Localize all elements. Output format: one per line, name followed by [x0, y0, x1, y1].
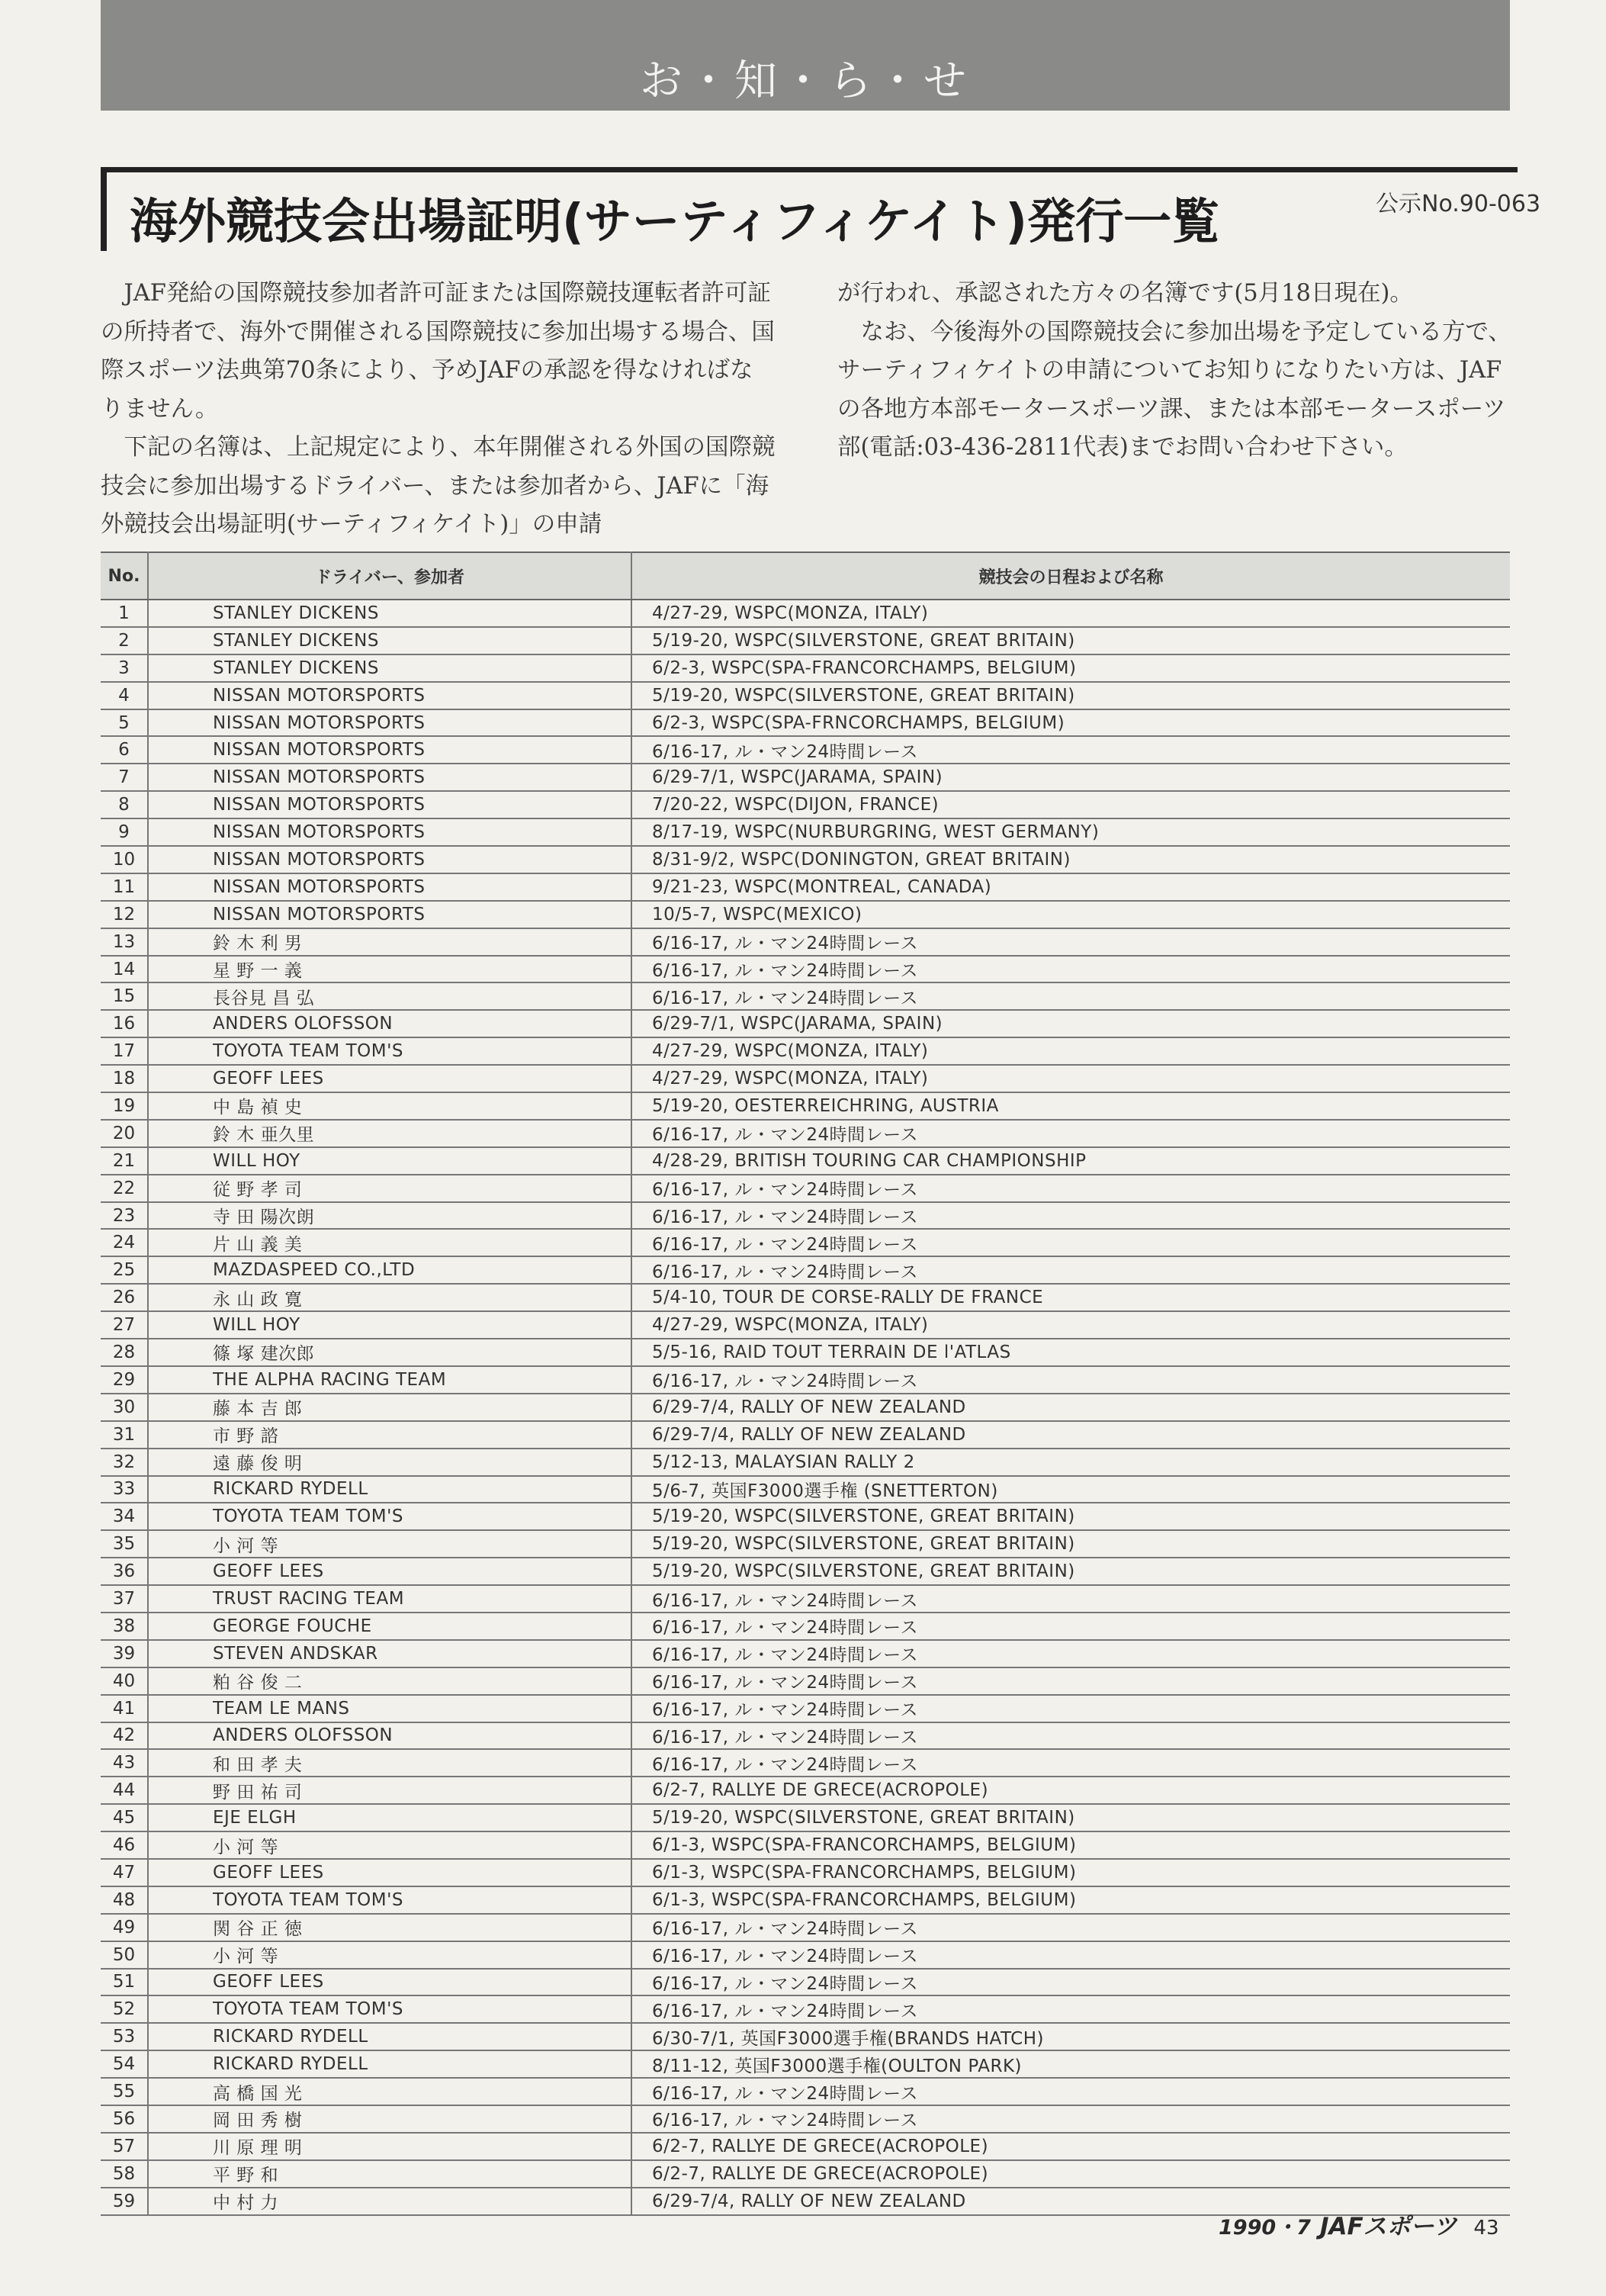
- table-row: [101, 1558, 1510, 1585]
- cell-driver: 星 野 一 義: [148, 956, 631, 983]
- cell-event: 6/16-17, ル・マン24時間レース: [631, 1175, 1510, 1202]
- cell-driver: RICKARD RYDELL: [148, 2050, 631, 2078]
- table-row: [101, 654, 1510, 682]
- cell-event: 5/4-10, TOUR DE CORSE-RALLY DE FRANCE: [631, 1284, 1510, 1311]
- cell-no: 5: [101, 709, 148, 737]
- cell-driver: WILL HOY: [148, 1311, 631, 1339]
- cell-driver: 従 野 孝 司: [148, 1175, 631, 1202]
- table-row: [101, 1147, 1510, 1175]
- table-body: [101, 600, 1510, 2215]
- cell-event: 9/21-23, WSPC(MONTREAL, CANADA): [631, 873, 1510, 901]
- cell-no: 33: [101, 1476, 148, 1503]
- cell-no: 35: [101, 1530, 148, 1558]
- cell-no: 4: [101, 682, 148, 709]
- table-row: [101, 928, 1510, 956]
- cell-driver: 中 島 禎 史: [148, 1092, 631, 1120]
- cell-driver: 篠 塚 建次郎: [148, 1339, 631, 1366]
- cell-event: 6/29-7/4, RALLY OF NEW ZEALAND: [631, 1421, 1510, 1449]
- cell-event: 6/1-3, WSPC(SPA-FRANCORCHAMPS, BELGIUM): [631, 1831, 1510, 1859]
- cell-event: 4/27-29, WSPC(MONZA, ITALY): [631, 1311, 1510, 1339]
- cell-event: 6/16-17, ル・マン24時間レース: [631, 1667, 1510, 1695]
- table-row: [101, 627, 1510, 654]
- cell-no: 20: [101, 1120, 148, 1147]
- cell-no: 44: [101, 1777, 148, 1804]
- table-row: [101, 1749, 1510, 1777]
- table-row: [101, 1229, 1510, 1256]
- cell-no: 25: [101, 1256, 148, 1284]
- cell-no: 28: [101, 1339, 148, 1366]
- cell-event: 6/16-17, ル・マン24時間レース: [631, 1722, 1510, 1750]
- page-number: 43: [1473, 2217, 1499, 2240]
- cell-driver: STEVEN ANDSKAR: [148, 1640, 631, 1667]
- cell-no: 36: [101, 1558, 148, 1585]
- cell-event: 6/16-17, ル・マン24時間レース: [631, 928, 1510, 956]
- cell-no: 2: [101, 627, 148, 654]
- table-row: [101, 1311, 1510, 1339]
- cell-driver: 寺 田 陽次朗: [148, 1202, 631, 1230]
- table-row: [101, 1120, 1510, 1147]
- title-rule-left: [101, 167, 107, 251]
- cell-no: 41: [101, 1695, 148, 1722]
- cell-no: 10: [101, 846, 148, 873]
- cell-event: 5/19-20, WSPC(SILVERSTONE, GREAT BRITAIN): [631, 1530, 1510, 1558]
- cell-driver: 高 橋 国 光: [148, 2078, 631, 2105]
- table-row: [101, 1092, 1510, 1120]
- table-row: [101, 1722, 1510, 1750]
- cell-no: 49: [101, 1914, 148, 1941]
- cell-no: 56: [101, 2105, 148, 2133]
- cell-driver: 川 原 理 明: [148, 2133, 631, 2160]
- table-row: [101, 1941, 1510, 1969]
- table-row: [101, 873, 1510, 901]
- cell-driver: 関 谷 正 徳: [148, 1914, 631, 1941]
- cell-no: 22: [101, 1175, 148, 1202]
- cell-event: 6/29-7/4, RALLY OF NEW ZEALAND: [631, 1394, 1510, 1421]
- cell-driver: 藤 本 吉 郎: [148, 1394, 631, 1421]
- page-title: 海外競技会出場証明(サーティフィケイト)発行一覧: [130, 194, 1220, 249]
- table-row: [101, 2160, 1510, 2188]
- cell-event: 6/16-17, ル・マン24時間レース: [631, 1256, 1510, 1284]
- cell-driver: NISSAN MOTORSPORTS: [148, 873, 631, 901]
- cell-no: 43: [101, 1749, 148, 1777]
- cell-driver: THE ALPHA RACING TEAM: [148, 1366, 631, 1394]
- notice-number: 公示No.90-063: [1376, 191, 1541, 217]
- cell-driver: 片 山 義 美: [148, 1229, 631, 1256]
- cell-driver: TOYOTA TEAM TOM'S: [148, 1037, 631, 1065]
- cell-event: 6/16-17, ル・マン24時間レース: [631, 1613, 1510, 1640]
- table-row: [101, 1421, 1510, 1449]
- cell-event: 5/19-20, WSPC(SILVERSTONE, GREAT BRITAIN): [631, 627, 1510, 654]
- cell-no: 45: [101, 1804, 148, 1831]
- cell-driver: 和 田 孝 夫: [148, 1749, 631, 1777]
- cell-event: 6/16-17, ル・マン24時間レース: [631, 1366, 1510, 1394]
- cell-event: 6/16-17, ル・マン24時間レース: [631, 2078, 1510, 2105]
- table-row: [101, 736, 1510, 764]
- cell-no: 54: [101, 2050, 148, 2078]
- cell-driver: 長谷見 昌 弘: [148, 982, 631, 1010]
- cell-no: 24: [101, 1229, 148, 1256]
- cell-no: 6: [101, 736, 148, 764]
- cell-event: 5/12-13, MALAYSIAN RALLY 2: [631, 1449, 1510, 1476]
- cell-driver: 小 河 等: [148, 1530, 631, 1558]
- table-row: [101, 2050, 1510, 2078]
- cell-event: 6/29-7/1, WSPC(JARAMA, SPAIN): [631, 1010, 1510, 1037]
- cell-event: 4/27-29, WSPC(MONZA, ITALY): [631, 1037, 1510, 1065]
- table-row: [101, 956, 1510, 983]
- table-row: [101, 1969, 1510, 1996]
- table-row: [101, 1449, 1510, 1476]
- cell-event: 6/16-17, ル・マン24時間レース: [631, 982, 1510, 1010]
- cell-event: 6/29-7/1, WSPC(JARAMA, SPAIN): [631, 764, 1510, 791]
- table-row: [101, 982, 1510, 1010]
- table-header-row: [101, 552, 1510, 600]
- cell-event: 6/16-17, ル・マン24時間レース: [631, 1695, 1510, 1722]
- cell-driver: GEORGE FOUCHE: [148, 1613, 631, 1640]
- cell-no: 23: [101, 1202, 148, 1230]
- cell-driver: TOYOTA TEAM TOM'S: [148, 1503, 631, 1530]
- table-row: [101, 1037, 1510, 1065]
- table-row: [101, 1640, 1510, 1667]
- table-row: [101, 1366, 1510, 1394]
- header-no: No.: [101, 552, 148, 600]
- cell-driver: NISSAN MOTORSPORTS: [148, 709, 631, 737]
- intro-paragraph: JAF発給の国際競技参加者許可証または国際競技運転者許可証の所持者で、海外で開催される国際競技に参加出場する場合、国際スポーツ法典第70条により、予めJAFの承認を得なければなりません。: [101, 280, 775, 423]
- cell-event: 6/16-17, ル・マン24時間レース: [631, 736, 1510, 764]
- table-row: [101, 1613, 1510, 1640]
- cell-driver: GEOFF LEES: [148, 1558, 631, 1585]
- cell-event: 4/28-29, BRITISH TOURING CAR CHAMPIONSHIP: [631, 1147, 1510, 1175]
- cell-event: 5/5-16, RAID TOUT TERRAIN DE l'ATLAS: [631, 1339, 1510, 1366]
- table-row: [101, 1914, 1510, 1941]
- cell-event: 8/17-19, WSPC(NURBURGRING, WEST GERMANY): [631, 818, 1510, 846]
- cell-no: 19: [101, 1092, 148, 1120]
- cell-driver: ANDERS OLOFSSON: [148, 1010, 631, 1037]
- cell-no: 21: [101, 1147, 148, 1175]
- table-row: [101, 1530, 1510, 1558]
- cell-driver: GEOFF LEES: [148, 1065, 631, 1092]
- table-row: [101, 818, 1510, 846]
- cell-no: 48: [101, 1886, 148, 1914]
- page-footer: [1219, 2207, 1499, 2241]
- cell-no: 1: [101, 600, 148, 627]
- cell-event: 6/2-7, RALLYE DE GRECE(ACROPOLE): [631, 2160, 1510, 2188]
- header-title: お・知・ら・せ: [640, 56, 971, 106]
- table-row: [101, 2105, 1510, 2133]
- table-row: [101, 1175, 1510, 1202]
- cell-event: 4/27-29, WSPC(MONZA, ITALY): [631, 600, 1510, 627]
- table-row: [101, 901, 1510, 928]
- cell-event: 6/1-3, WSPC(SPA-FRANCORCHAMPS, BELGIUM): [631, 1886, 1510, 1914]
- cell-event: 6/16-17, ル・マン24時間レース: [631, 1120, 1510, 1147]
- table-row: [101, 2133, 1510, 2160]
- cell-driver: NISSAN MOTORSPORTS: [148, 764, 631, 791]
- cell-event: 8/31-9/2, WSPC(DONINGTON, GREAT BRITAIN): [631, 846, 1510, 873]
- cell-no: 52: [101, 1995, 148, 2023]
- cell-no: 29: [101, 1366, 148, 1394]
- cell-driver: RICKARD RYDELL: [148, 2023, 631, 2050]
- cell-driver: MAZDASPEED CO.,LTD: [148, 1256, 631, 1284]
- cell-event: 5/19-20, WSPC(SILVERSTONE, GREAT BRITAIN): [631, 1558, 1510, 1585]
- cell-driver: NISSAN MOTORSPORTS: [148, 901, 631, 928]
- cell-no: 16: [101, 1010, 148, 1037]
- cell-driver: GEOFF LEES: [148, 1859, 631, 1886]
- cell-driver: RICKARD RYDELL: [148, 1476, 631, 1503]
- table-row: [101, 846, 1510, 873]
- cell-no: 26: [101, 1284, 148, 1311]
- cell-event: 6/16-17, ル・マン24時間レース: [631, 1969, 1510, 1996]
- cell-driver: NISSAN MOTORSPORTS: [148, 846, 631, 873]
- cell-event: 6/2-3, WSPC(SPA-FRNCORCHAMPS, BELGIUM): [631, 709, 1510, 737]
- header-event: 競技会の日程および名称: [631, 552, 1510, 600]
- table-row: [101, 1202, 1510, 1230]
- cell-no: 42: [101, 1722, 148, 1750]
- cell-event: 5/19-20, WSPC(SILVERSTONE, GREAT BRITAIN): [631, 1804, 1510, 1831]
- table-row: [101, 1010, 1510, 1037]
- table-row: [101, 682, 1510, 709]
- cell-event: 6/1-3, WSPC(SPA-FRANCORCHAMPS, BELGIUM): [631, 1859, 1510, 1886]
- cell-driver: 市 野 諮: [148, 1421, 631, 1449]
- cell-driver: TRUST RACING TEAM: [148, 1585, 631, 1613]
- cell-driver: NISSAN MOTORSPORTS: [148, 682, 631, 709]
- title-rule: [101, 167, 1518, 172]
- cell-driver: STANLEY DICKENS: [148, 600, 631, 627]
- table-row: [101, 1585, 1510, 1613]
- cell-no: 47: [101, 1859, 148, 1886]
- table-row: [101, 2078, 1510, 2105]
- cell-no: 11: [101, 873, 148, 901]
- cell-driver: ANDERS OLOFSSON: [148, 1722, 631, 1750]
- table-row: [101, 1695, 1510, 1722]
- cell-no: 12: [101, 901, 148, 928]
- cell-no: 53: [101, 2023, 148, 2050]
- cell-event: 6/16-17, ル・マン24時間レース: [631, 1914, 1510, 1941]
- cell-event: 6/16-17, ル・マン24時間レース: [631, 1202, 1510, 1230]
- cell-event: 6/29-7/4, RALLY OF NEW ZEALAND: [631, 2188, 1510, 2215]
- cell-driver: NISSAN MOTORSPORTS: [148, 791, 631, 818]
- table-row: [101, 1476, 1510, 1503]
- table-row: [101, 1394, 1510, 1421]
- table-row: [101, 600, 1510, 627]
- cell-driver: GEOFF LEES: [148, 1969, 631, 1996]
- table-row: [101, 1284, 1510, 1311]
- cell-no: 34: [101, 1503, 148, 1530]
- cell-driver: STANLEY DICKENS: [148, 627, 631, 654]
- cell-driver: 中 村 力: [148, 2188, 631, 2215]
- table-row: [101, 1777, 1510, 1804]
- cell-event: 7/20-22, WSPC(DIJON, FRANCE): [631, 791, 1510, 818]
- cell-no: 37: [101, 1585, 148, 1613]
- cell-no: 3: [101, 654, 148, 682]
- cell-event: 5/6-7, 英国F3000選手権 (SNETTERTON): [631, 1476, 1510, 1503]
- cell-event: 6/30-7/1, 英国F3000選手権(BRANDS HATCH): [631, 2023, 1510, 2050]
- cell-event: 6/2-7, RALLYE DE GRECE(ACROPOLE): [631, 1777, 1510, 1804]
- cell-event: 6/16-17, ル・マン24時間レース: [631, 1229, 1510, 1256]
- cell-no: 58: [101, 2160, 148, 2188]
- cell-no: 8: [101, 791, 148, 818]
- cell-driver: EJE ELGH: [148, 1804, 631, 1831]
- cell-no: 38: [101, 1613, 148, 1640]
- cell-no: 18: [101, 1065, 148, 1092]
- issue-date: 1990・7: [1219, 2216, 1311, 2240]
- table-row: [101, 1804, 1510, 1831]
- cell-driver: 粕 谷 俊 二: [148, 1667, 631, 1695]
- table-row: [101, 1859, 1510, 1886]
- intro-left-column: [101, 275, 776, 545]
- cell-event: 10/5-7, WSPC(MEXICO): [631, 901, 1510, 928]
- cell-driver: 遠 藤 俊 明: [148, 1449, 631, 1476]
- cell-no: 46: [101, 1831, 148, 1859]
- table-row: [101, 1995, 1510, 2023]
- table-row: [101, 791, 1510, 818]
- publication-name: JAFスポーツ: [1319, 2213, 1457, 2240]
- table-row: [101, 709, 1510, 737]
- table-row: [101, 1831, 1510, 1859]
- cell-no: 9: [101, 818, 148, 846]
- cell-event: 5/19-20, WSPC(SILVERSTONE, GREAT BRITAIN): [631, 682, 1510, 709]
- cell-event: 4/27-29, WSPC(MONZA, ITALY): [631, 1065, 1510, 1092]
- cell-no: 17: [101, 1037, 148, 1065]
- cell-driver: STANLEY DICKENS: [148, 654, 631, 682]
- cell-no: 7: [101, 764, 148, 791]
- header-driver: ドライバー、参加者: [148, 552, 631, 600]
- cell-no: 50: [101, 1941, 148, 1969]
- cell-no: 27: [101, 1311, 148, 1339]
- table-row: [101, 1503, 1510, 1530]
- cell-no: 59: [101, 2188, 148, 2215]
- cell-no: 39: [101, 1640, 148, 1667]
- cell-driver: 鈴 木 利 男: [148, 928, 631, 956]
- cell-driver: WILL HOY: [148, 1147, 631, 1175]
- table-row: [101, 1667, 1510, 1695]
- cell-event: 6/16-17, ル・マン24時間レース: [631, 1585, 1510, 1613]
- cell-no: 55: [101, 2078, 148, 2105]
- cell-event: 6/2-3, WSPC(SPA-FRANCORCHAMPS, BELGIUM): [631, 654, 1510, 682]
- cell-driver: 小 河 等: [148, 1941, 631, 1969]
- cell-event: 6/16-17, ル・マン24時間レース: [631, 2105, 1510, 2133]
- cell-event: 5/19-20, OESTERREICHRING, AUSTRIA: [631, 1092, 1510, 1120]
- cell-event: 6/16-17, ル・マン24時間レース: [631, 956, 1510, 983]
- cell-event: 6/16-17, ル・マン24時間レース: [631, 1749, 1510, 1777]
- table-row: [101, 1065, 1510, 1092]
- cell-event: 5/19-20, WSPC(SILVERSTONE, GREAT BRITAIN): [631, 1503, 1510, 1530]
- cell-driver: TOYOTA TEAM TOM'S: [148, 1886, 631, 1914]
- cell-event: 6/2-7, RALLYE DE GRECE(ACROPOLE): [631, 2133, 1510, 2160]
- table-row: [101, 764, 1510, 791]
- table-row: [101, 1256, 1510, 1284]
- intro-paragraph: 下記の名簿は、上記規定により、本年開催される外国の国際競技会に参加出場するドライバー、または参加者から、JAFに「海外競技会出場証明(サーティフィケイト)」の申請: [101, 434, 776, 538]
- cell-no: 14: [101, 956, 148, 983]
- cell-no: 30: [101, 1394, 148, 1421]
- table-row: [101, 1339, 1510, 1366]
- cell-event: 8/11-12, 英国F3000選手権(OULTON PARK): [631, 2050, 1510, 2078]
- cell-driver: 岡 田 秀 樹: [148, 2105, 631, 2133]
- cell-no: 31: [101, 1421, 148, 1449]
- intro-paragraph: が行われ、承認された方々の名簿です(5月18日現在)。: [837, 280, 1413, 307]
- cell-driver: 小 河 等: [148, 1831, 631, 1859]
- cell-driver: TOYOTA TEAM TOM'S: [148, 1995, 631, 2023]
- cell-event: 6/16-17, ル・マン24時間レース: [631, 1995, 1510, 2023]
- cell-driver: NISSAN MOTORSPORTS: [148, 736, 631, 764]
- cell-event: 6/16-17, ル・マン24時間レース: [631, 1941, 1510, 1969]
- certificate-table: [101, 551, 1510, 2216]
- cell-no: 57: [101, 2133, 148, 2160]
- cell-driver: 永 山 政 寛: [148, 1284, 631, 1311]
- cell-no: 32: [101, 1449, 148, 1476]
- intro-paragraph: なお、今後海外の国際競技会に参加出場を予定している方で、サーティフィケイトの申請についてお知りになりたい方は、JAFの各地方本部モータースポーツ課、または本部モータースポーツ部(電話:03-436-2811代表)までお問い合わせ下さい。: [837, 318, 1511, 461]
- cell-event: 6/16-17, ル・マン24時間レース: [631, 1640, 1510, 1667]
- cell-no: 13: [101, 928, 148, 956]
- cell-no: 15: [101, 982, 148, 1010]
- cell-no: 51: [101, 1969, 148, 1996]
- cell-driver: NISSAN MOTORSPORTS: [148, 818, 631, 846]
- intro-right-column: [837, 275, 1512, 468]
- cell-driver: 野 田 祐 司: [148, 1777, 631, 1804]
- table-row: [101, 1886, 1510, 1914]
- cell-no: 40: [101, 1667, 148, 1695]
- cell-driver: TEAM LE MANS: [148, 1695, 631, 1722]
- cell-driver: 鈴 木 亜久里: [148, 1120, 631, 1147]
- cell-driver: 平 野 和: [148, 2160, 631, 2188]
- table-row: [101, 2023, 1510, 2050]
